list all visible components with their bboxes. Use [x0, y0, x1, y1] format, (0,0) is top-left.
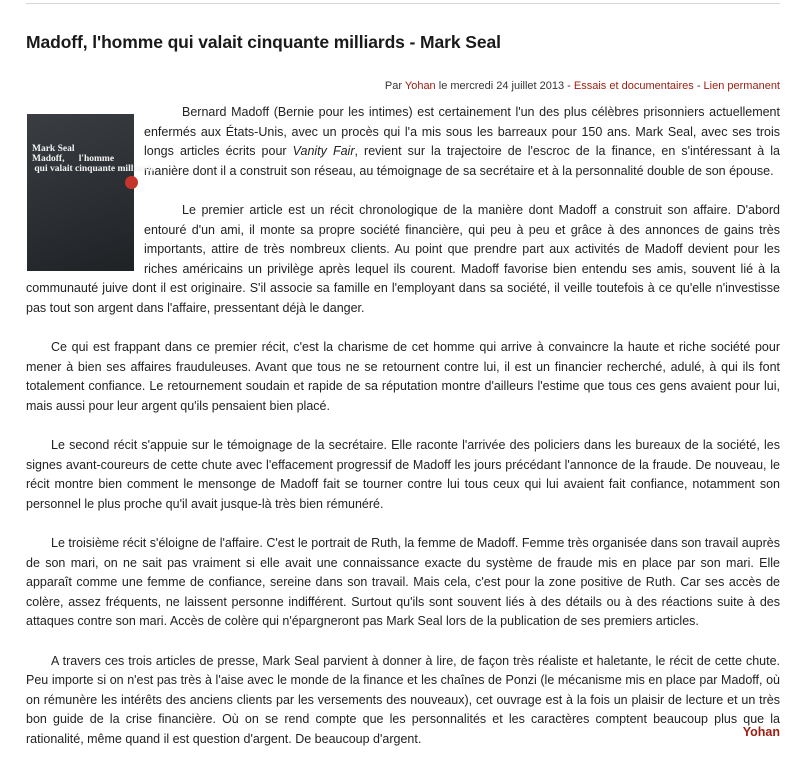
article-title: Madoff, l'homme qui valait cinquante milliards - Mark Seal	[26, 32, 501, 52]
paragraph-5: Le troisième récit s'éloigne de l'affaire. C'est le portrait de Ruth, la femme de Madoff. Femme très organisée dans son travail auprès de son mari, on ne sait pas vraiment si elle avait une connaissance exacte du système de fraude mis en place par son mari. Elle apparaît comme une femme de confiance, sereine dans son travail. Mais cela, c'est pour la zone positive de Ruth. Car ses accès de colère, assez fréquents, ne laissent personne indifférent. Surtout qu'ils sont souvent liés à des détails ou à des réactions suite à des attaques contre son mari. Accès de colère qui n'épargneront pas Mark Seal lors de la publication de ses premiers articles.	[26, 536, 780, 629]
author-link[interactable]: Yohan	[404, 80, 436, 92]
paragraph-3: Ce qui est frappant dans ce premier récit, c'est la charisme de cet homme qui arrive à convaincre la haute et riche société pour mener à bien ses affaires frauduleuses. Avant que tous ne se retournent contre lui, il est un financier recherché, adulé, à qui ils font totalement confiance. Le retournement soudain et rapide de sa réputation montre d'ailleurs l'estime que tous ces gens avaient pour lui, mais aussi pour leur argent qu'ils pensaient bien placé.	[26, 340, 780, 413]
permalink-link[interactable]: Lien permanent	[703, 80, 780, 92]
paragraph-2: Le premier article est un récit chronologique de la manière dont Madoff a construit son affaire. D'abord entouré d'un ami, il monte sa propre société financière, qui peu à peu et grâce à des annonces de gains très importants, attire de très nombreux clients. Au point que prendre part aux activités de Madoff devient pour les riches américains un privilège après lequel ils courent. Madoff favorise bien entendu ses amis, souvent lié à la communauté juive dont il est originaire. S'il associe sa famille en l'employant dans sa société, il veille toutefois à ce qu'elle n'investisse pas tout son argent dans l'affaire, pressentant déjà le danger.	[26, 202, 780, 315]
book-cover-image	[27, 114, 154, 271]
paragraph-4: Le second récit s'appuie sur le témoignage de la secrétaire. Elle raconte l'arrivée des policiers dans les bureaux de la société, les signes avant-coureurs de cette chute avec l'effacement progressif de Madoff les jours précédant l'annonce de la fraude. De nouveau, le récit montre bien comment le mensonge de Madoff fait se tourner contre lui tous ceux qui lui avaient fait confiance, notamment son personnel le plus proche qu'il avait jusque-là très bien rémunéré.	[26, 438, 780, 511]
meta-separator: -	[696, 80, 701, 92]
paragraph-6: A travers ces trois articles de presse, Mark Seal parvient à donner à lire, de façon très réaliste et haletante, le récit de cette chute. Peu importe si on n'est pas très à l'aise avec le monde de la finance et les chaînes de Ponzi (le mécanisme mis en place par Madoff, où on rémunère les intérêts des anciens clients par les versements des nouveaux), cet ouvrage est à la fois un plaisir de lecture et un très bon guide de la crise financière. Où on se rend compte que les personnalités et les caractères comptent beaucoup plus que la rationalité, même quand il est question d'argent. De beaucoup d'argent.	[26, 653, 780, 746]
article-meta	[385, 80, 780, 92]
meta-prefix: Par	[384, 80, 403, 92]
top-divider	[26, 3, 780, 4]
book-cover-text: Mark Seal Madoff, l'homme qui valait cinquante milliards	[32, 144, 154, 174]
article-body	[26, 103, 780, 769]
meta-date: le mercredi 24 juillet 2013	[438, 80, 565, 92]
meta-separator: -	[567, 80, 571, 92]
vanity-fair-title: Vanity Fair	[292, 144, 355, 159]
paragraph-1-text-end: , revient sur la trajectoire de l'escroc de la finance, en s'intéressant à la manière dont il a construit son réseau, au témoignage de sa secrétaire et à la personnalité double de son épouse.	[144, 144, 780, 178]
cover-red-badge	[125, 176, 138, 189]
signature-link[interactable]: Yohan	[742, 725, 780, 739]
paragraph-1-text: Bernard Madoff (Bernie pour les intimes) est certainement l'un des plus célèbres prisonniers actuellement enfermés aux États-Unis, avec un procès qui l'a mis sous les barreaux pour 150 ans. Mark Seal, avec ses trois longs articles écrits pour	[144, 105, 780, 159]
category-link[interactable]: Essais et documentaires	[573, 80, 694, 92]
